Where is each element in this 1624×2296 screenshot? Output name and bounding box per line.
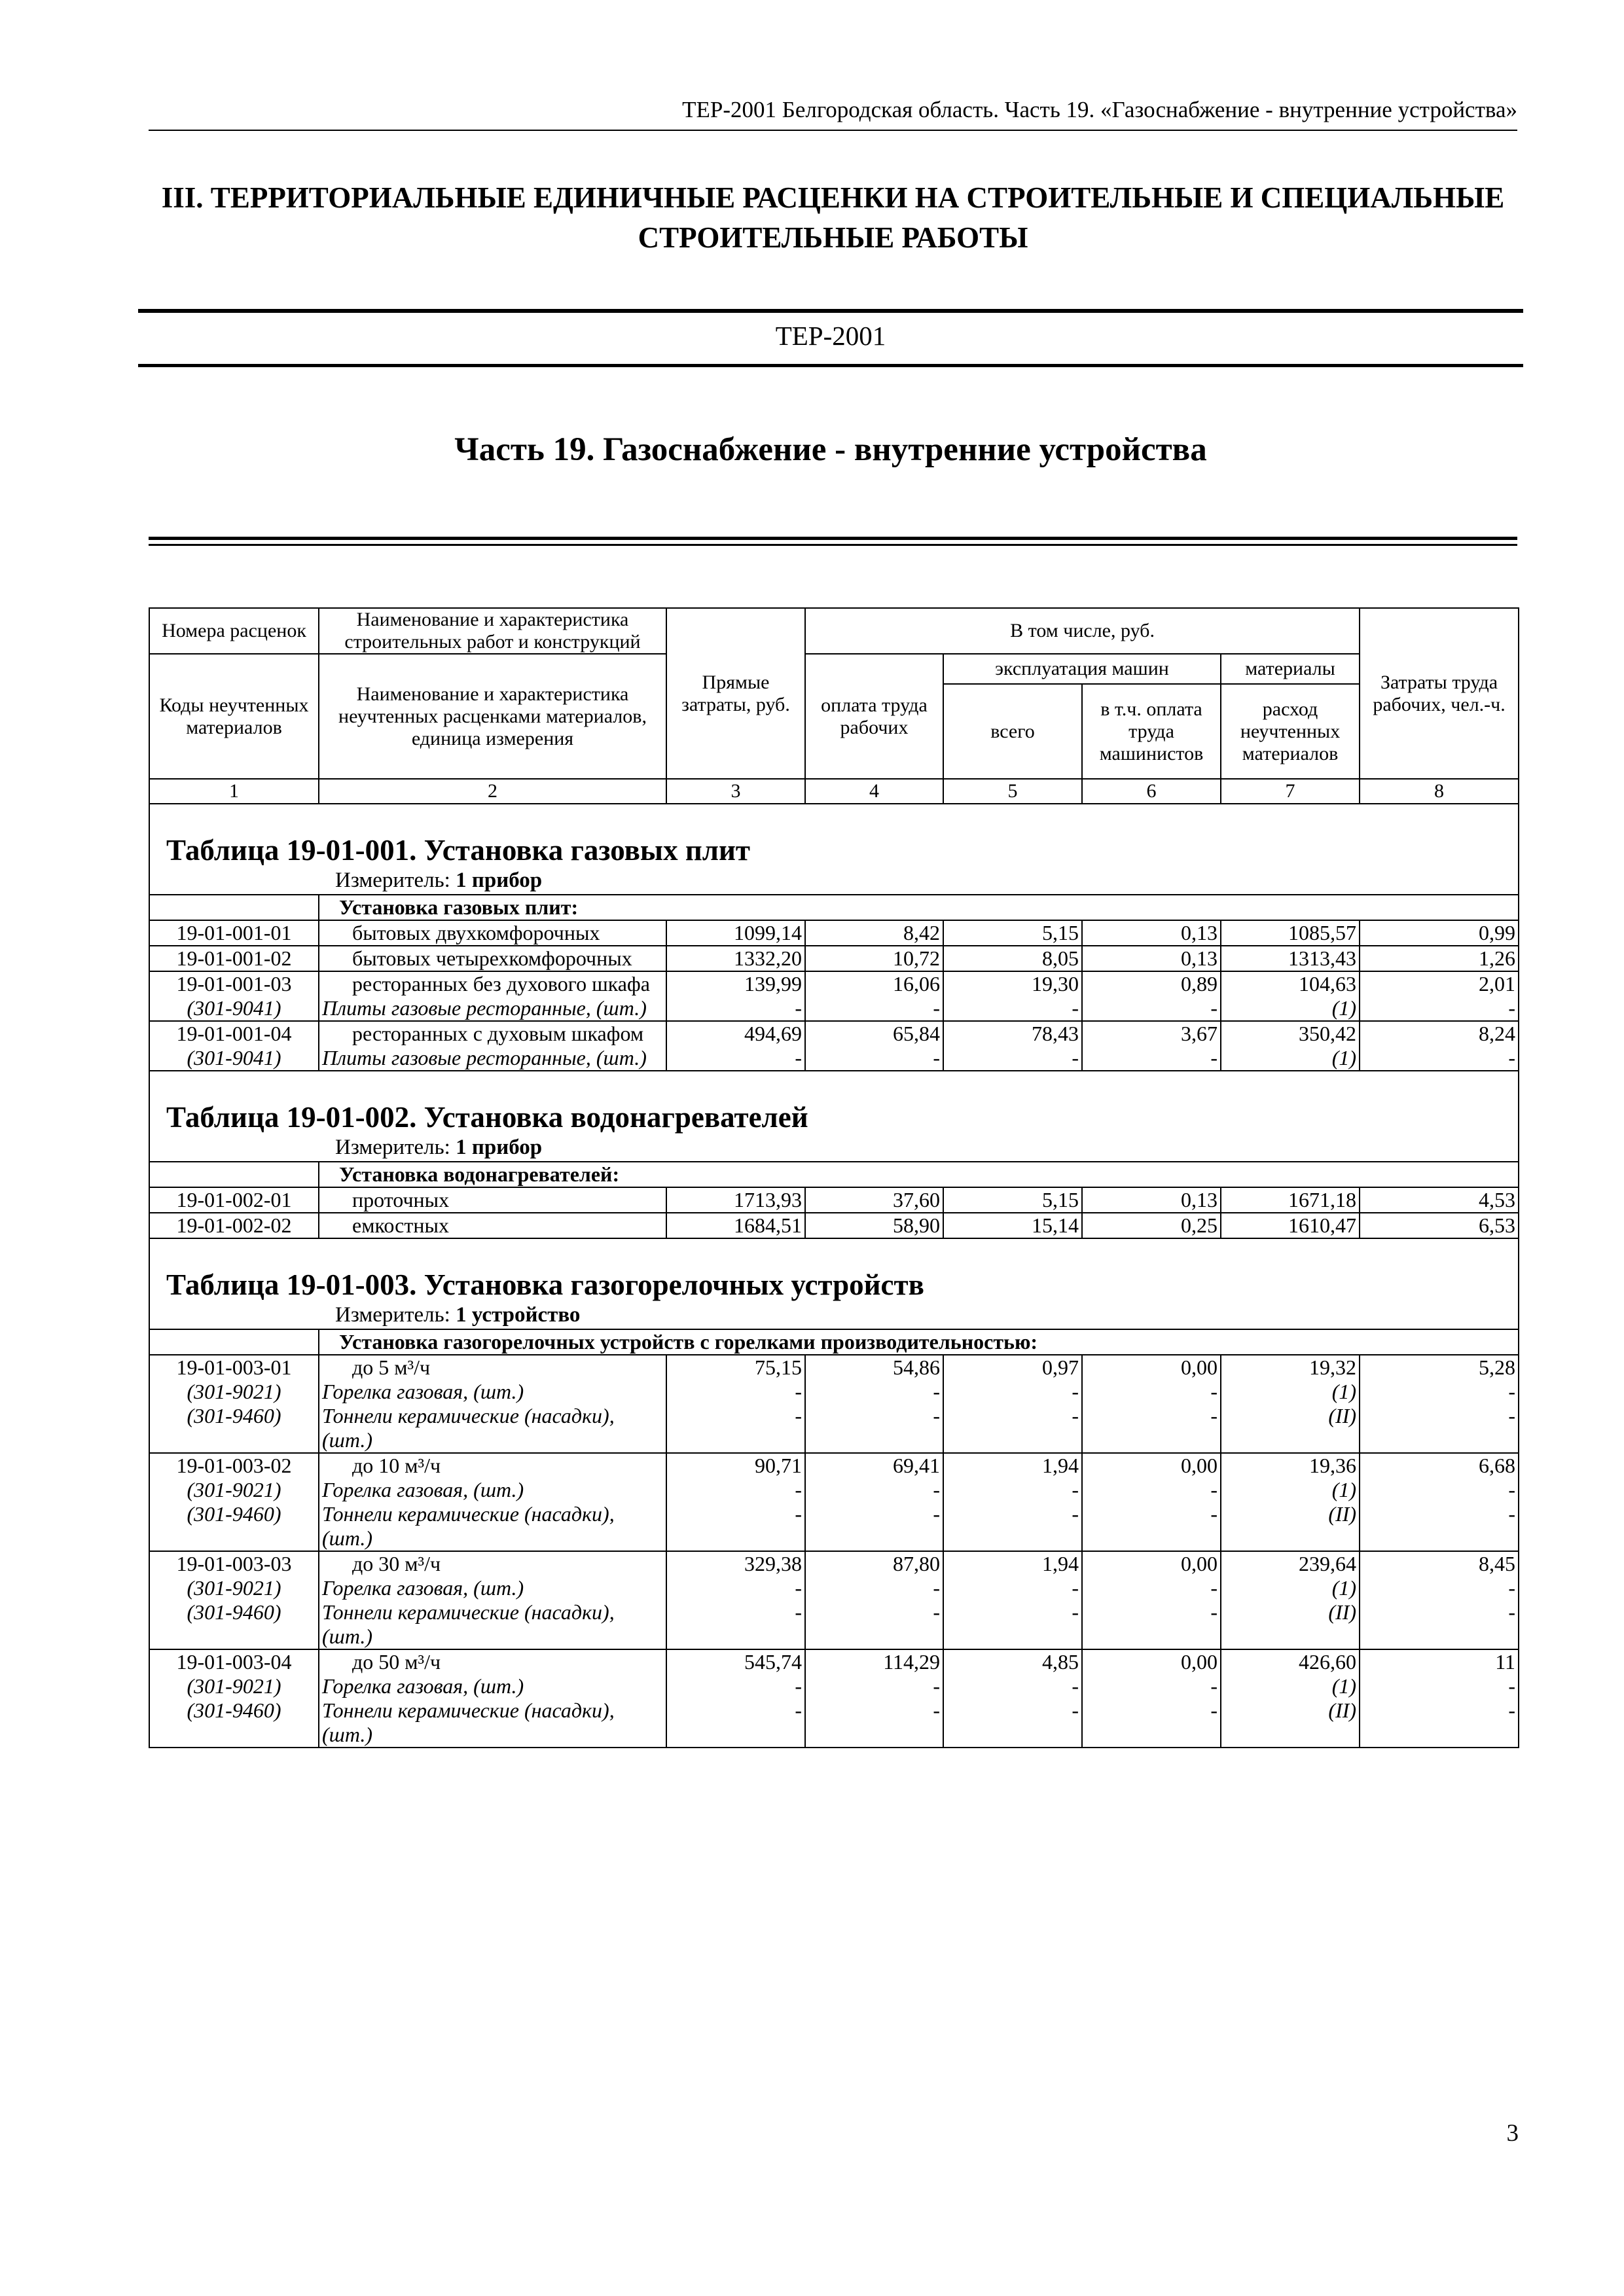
rate-operators: 0,00 — [1082, 1453, 1221, 1478]
rate-labor: 87,80 — [805, 1551, 943, 1576]
empty-dash: - — [666, 996, 805, 1021]
rate-direct: 1684,51 — [666, 1213, 805, 1238]
meter-value: 1 прибор — [456, 1136, 543, 1159]
rate-hours: 8,45 — [1360, 1551, 1519, 1576]
rate-materials: 19,32 — [1221, 1355, 1360, 1380]
rate-operators: 0,25 — [1082, 1213, 1221, 1238]
rate-direct: 329,38 — [666, 1551, 805, 1576]
rate-name: проточных — [319, 1187, 666, 1213]
rate-labor: 65,84 — [805, 1021, 943, 1046]
rate-materials: 239,64 — [1221, 1551, 1360, 1576]
empty-dash: - — [1360, 1600, 1519, 1649]
rate-operators: 0,13 — [1082, 1187, 1221, 1213]
table-title: Таблица 19-01-002. Установка водонагревателей — [149, 1071, 1519, 1134]
material-code: (301-9021) — [149, 1380, 319, 1404]
header-rate-numbers: Номера расценок — [149, 608, 319, 654]
empty-dash: - — [943, 1478, 1082, 1502]
header-including: В том числе, руб. — [805, 608, 1360, 654]
rate-code: 19-01-001-02 — [149, 946, 319, 971]
empty-dash: - — [943, 1698, 1082, 1748]
material-code: (301-9021) — [149, 1674, 319, 1698]
rate-code: 19-01-001-03 — [149, 971, 319, 996]
empty-dash: - — [666, 1502, 805, 1551]
empty-dash: - — [805, 1600, 943, 1649]
material-qty: (1) — [1221, 1576, 1360, 1600]
empty-dash: - — [805, 1576, 943, 1600]
empty-dash: - — [1360, 1404, 1519, 1453]
group-row — [149, 1329, 1519, 1355]
table-row — [149, 1187, 1519, 1213]
meter — [149, 1134, 1519, 1162]
material-name: Горелка газовая, (шт.) — [319, 1674, 666, 1698]
table-row — [149, 1649, 1519, 1674]
empty-dash: - — [1360, 1674, 1519, 1698]
material-row — [149, 1698, 1519, 1748]
column-number: 6 — [1082, 779, 1221, 804]
empty-dash: - — [943, 1046, 1082, 1071]
material-code: (301-9460) — [149, 1698, 319, 1748]
rate-hours: 6,53 — [1360, 1213, 1519, 1238]
material-qty: (1) — [1221, 1380, 1360, 1404]
ter-code: ТЕР-2001 — [775, 321, 886, 351]
rate-materials: 1313,43 — [1221, 946, 1360, 971]
rate-machines: 8,05 — [943, 946, 1082, 971]
rate-name: ресторанных без духового шкафа — [319, 971, 666, 996]
empty-dash: - — [1360, 1046, 1519, 1071]
rate-code: 19-01-001-01 — [149, 920, 319, 946]
rate-code: 19-01-001-04 — [149, 1021, 319, 1046]
material-name: Тоннели керамические (насадки), (шт.) — [319, 1404, 666, 1453]
rate-direct: 90,71 — [666, 1453, 805, 1478]
header-machines-total: всего — [943, 684, 1082, 779]
table-row — [149, 946, 1519, 971]
material-qty: (II) — [1221, 1600, 1360, 1649]
rate-name: бытовых двухкомфорочных — [319, 920, 666, 946]
material-row — [149, 1674, 1519, 1698]
material-qty: (II) — [1221, 1698, 1360, 1748]
column-number: 7 — [1221, 779, 1360, 804]
header-rule — [149, 130, 1517, 131]
empty-dash: - — [1082, 1380, 1221, 1404]
empty-dash: - — [1082, 1404, 1221, 1453]
empty-dash: - — [1360, 1478, 1519, 1502]
header-direct-costs: Прямые затраты, руб. — [666, 608, 805, 779]
column-number: 1 — [149, 779, 319, 804]
rate-labor: 16,06 — [805, 971, 943, 996]
material-name: Тоннели керамические (насадки), (шт.) — [319, 1698, 666, 1748]
meter-label: Измеритель: — [335, 869, 450, 892]
rate-code: 19-01-003-02 — [149, 1453, 319, 1478]
empty-dash: - — [1082, 1046, 1221, 1071]
column-number: 8 — [1360, 779, 1519, 804]
meter — [149, 867, 1519, 895]
material-qty: (1) — [1221, 1046, 1360, 1071]
empty-dash: - — [666, 1380, 805, 1404]
rate-hours: 11 — [1360, 1649, 1519, 1674]
table-title-row — [149, 1238, 1519, 1302]
group-row — [149, 895, 1519, 920]
part-title: Часть 19. Газоснабжение - внутренние устройства — [454, 431, 1207, 468]
empty-dash: - — [805, 1502, 943, 1551]
rate-machines: 4,85 — [943, 1649, 1082, 1674]
rate-operators: 3,67 — [1082, 1021, 1221, 1046]
rates-table-header — [149, 608, 1519, 804]
rate-hours: 5,28 — [1360, 1355, 1519, 1380]
rate-name: бытовых четырехкомфорочных — [319, 946, 666, 971]
material-row — [149, 1600, 1519, 1649]
rate-hours: 6,68 — [1360, 1453, 1519, 1478]
table-row — [149, 1213, 1519, 1238]
material-code: (301-9460) — [149, 1600, 319, 1649]
material-name: Горелка газовая, (шт.) — [319, 1380, 666, 1404]
meter-value: 1 прибор — [456, 869, 543, 892]
material-row — [149, 1046, 1519, 1071]
material-name: Горелка газовая, (шт.) — [319, 1478, 666, 1502]
empty-dash: - — [666, 1600, 805, 1649]
empty-dash: - — [1082, 1674, 1221, 1698]
rate-name: до 50 м³/ч — [319, 1649, 666, 1674]
rate-name: ресторанных с духовым шкафом — [319, 1021, 666, 1046]
table-title: Таблица 19-01-003. Установка газогорелочных устройств — [149, 1238, 1519, 1302]
empty-dash: - — [1360, 1698, 1519, 1748]
rate-machines: 5,15 — [943, 920, 1082, 946]
empty-dash: - — [1360, 1502, 1519, 1551]
rate-name: до 30 м³/ч — [319, 1551, 666, 1576]
group-heading: Установка газогорелочных устройств с горелками производительностью: — [319, 1329, 1519, 1355]
header-materials: материалы — [1221, 654, 1360, 684]
table-row — [149, 1551, 1519, 1576]
header-operators-pay: в т.ч. оплата труда машинистов — [1082, 684, 1221, 779]
rate-name: до 10 м³/ч — [319, 1453, 666, 1478]
material-row — [149, 1478, 1519, 1502]
column-number: 3 — [666, 779, 805, 804]
empty-dash: - — [666, 1046, 805, 1071]
rate-machines: 78,43 — [943, 1021, 1082, 1046]
material-name: Плиты газовые ресторанные, (шт.) — [319, 996, 666, 1021]
table-row — [149, 971, 1519, 996]
material-qty: (1) — [1221, 1478, 1360, 1502]
material-row — [149, 1380, 1519, 1404]
rate-machines: 19,30 — [943, 971, 1082, 996]
empty-dash: - — [943, 1502, 1082, 1551]
material-name: Плиты газовые ресторанные, (шт.) — [319, 1046, 666, 1071]
group-heading: Установка газовых плит: — [319, 895, 1519, 920]
rate-materials: 19,36 — [1221, 1453, 1360, 1478]
empty-dash: - — [1082, 996, 1221, 1021]
meter-label: Измеритель: — [335, 1136, 450, 1159]
section-title: III. ТЕРРИТОРИАЛЬНЫЕ ЕДИНИЧНЫЕ РАСЦЕНКИ НА СТРОИТЕЛЬНЫЕ И СПЕЦИАЛЬНЫЕ СТРОИТЕЛЬНЫЕ РАБОТЫ — [161, 181, 1505, 254]
table-row — [149, 1021, 1519, 1046]
rate-name: емкостных — [319, 1213, 666, 1238]
empty-dash: - — [666, 1576, 805, 1600]
rate-operators: 0,13 — [1082, 946, 1221, 971]
empty-dash: - — [666, 1404, 805, 1453]
empty-dash: - — [1082, 1600, 1221, 1649]
material-code: (301-9021) — [149, 1478, 319, 1502]
empty-dash: - — [943, 996, 1082, 1021]
rate-code: 19-01-003-04 — [149, 1649, 319, 1674]
rate-hours: 0,99 — [1360, 920, 1519, 946]
empty-dash: - — [666, 1478, 805, 1502]
empty-dash: - — [805, 996, 943, 1021]
rate-labor: 10,72 — [805, 946, 943, 971]
empty-dash: - — [943, 1674, 1082, 1698]
column-number: 5 — [943, 779, 1082, 804]
empty-dash: - — [805, 1478, 943, 1502]
header-labor-hours: Затраты труда рабочих, чел.-ч. — [1360, 608, 1519, 779]
rate-materials: 1610,47 — [1221, 1213, 1360, 1238]
header-machine-operation: эксплуатация машин — [943, 654, 1221, 684]
material-code: (301-9460) — [149, 1502, 319, 1551]
empty-dash: - — [1082, 1478, 1221, 1502]
rate-code: 19-01-003-03 — [149, 1551, 319, 1576]
rate-code: 19-01-002-01 — [149, 1187, 319, 1213]
material-qty: (1) — [1221, 996, 1360, 1021]
empty-dash: - — [943, 1576, 1082, 1600]
empty-dash: - — [1360, 1576, 1519, 1600]
rate-name: до 5 м³/ч — [319, 1355, 666, 1380]
rate-direct: 139,99 — [666, 971, 805, 996]
material-row — [149, 1576, 1519, 1600]
rate-direct: 1099,14 — [666, 920, 805, 946]
empty-dash: - — [805, 1380, 943, 1404]
rate-labor: 37,60 — [805, 1187, 943, 1213]
rate-hours: 4,53 — [1360, 1187, 1519, 1213]
empty-dash: - — [1082, 1576, 1221, 1600]
rate-machines: 15,14 — [943, 1213, 1082, 1238]
material-code: (301-9041) — [149, 1046, 319, 1071]
material-row — [149, 1404, 1519, 1453]
rates-table — [149, 607, 1519, 1748]
header-labor-pay: оплата труда рабочих — [805, 654, 943, 779]
header-work-name: Наименование и характеристика строительных работ и конструкций — [319, 608, 666, 654]
header-material-names: Наименование и характеристика неучтенных расценками материалов, единица измерения — [319, 654, 666, 779]
material-code: (301-9041) — [149, 996, 319, 1021]
material-code: (301-9460) — [149, 1404, 319, 1453]
rate-labor: 8,42 — [805, 920, 943, 946]
rate-hours: 8,24 — [1360, 1021, 1519, 1046]
empty-dash: - — [943, 1404, 1082, 1453]
rate-operators: 0,00 — [1082, 1355, 1221, 1380]
empty-dash: - — [943, 1600, 1082, 1649]
part-rule — [149, 537, 1517, 546]
rate-labor: 69,41 — [805, 1453, 943, 1478]
rate-machines: 0,97 — [943, 1355, 1082, 1380]
table-title: Таблица 19-01-001. Установка газовых плит — [149, 804, 1519, 867]
empty-dash: - — [666, 1698, 805, 1748]
empty-dash: - — [805, 1046, 943, 1071]
rate-direct: 75,15 — [666, 1355, 805, 1380]
empty-dash: - — [666, 1674, 805, 1698]
column-number: 2 — [319, 779, 666, 804]
table-title-row — [149, 1071, 1519, 1134]
rate-labor: 114,29 — [805, 1649, 943, 1674]
rate-hours: 1,26 — [1360, 946, 1519, 971]
empty-dash: - — [805, 1404, 943, 1453]
rate-operators: 0,00 — [1082, 1649, 1221, 1674]
empty-dash: - — [943, 1380, 1082, 1404]
rate-direct: 494,69 — [666, 1021, 805, 1046]
rate-materials: 104,63 — [1221, 971, 1360, 996]
material-qty: (1) — [1221, 1674, 1360, 1698]
group-heading: Установка водонагревателей: — [319, 1162, 1519, 1187]
meter-value: 1 устройство — [456, 1303, 581, 1327]
table-row — [149, 1355, 1519, 1380]
rate-materials: 426,60 — [1221, 1649, 1360, 1674]
rate-operators: 0,89 — [1082, 971, 1221, 996]
material-qty: (II) — [1221, 1502, 1360, 1551]
material-name: Тоннели керамические (насадки), (шт.) — [319, 1502, 666, 1551]
table-row — [149, 1453, 1519, 1478]
material-row — [149, 1502, 1519, 1551]
rates-table-body — [149, 804, 1519, 1748]
rate-machines: 1,94 — [943, 1551, 1082, 1576]
rate-code: 19-01-003-01 — [149, 1355, 319, 1380]
empty-dash: - — [1082, 1502, 1221, 1551]
running-header: ТЕР-2001 Белгородская область. Часть 19. «Газоснабжение - внутренние устройства» — [682, 97, 1517, 122]
rate-materials: 350,42 — [1221, 1021, 1360, 1046]
meter-row — [149, 867, 1519, 895]
rate-operators: 0,00 — [1082, 1551, 1221, 1576]
material-name: Горелка газовая, (шт.) — [319, 1576, 666, 1600]
material-qty: (II) — [1221, 1404, 1360, 1453]
page-number: 3 — [1506, 2120, 1519, 2147]
header-material-codes: Коды неучтенных материалов — [149, 654, 319, 779]
empty-dash: - — [1360, 1380, 1519, 1404]
rate-direct: 545,74 — [666, 1649, 805, 1674]
rate-labor: 54,86 — [805, 1355, 943, 1380]
meter — [149, 1302, 1519, 1329]
empty-dash: - — [1360, 996, 1519, 1021]
meter-label: Измеритель: — [335, 1303, 450, 1327]
meter-row — [149, 1134, 1519, 1162]
column-number: 4 — [805, 779, 943, 804]
rate-machines: 5,15 — [943, 1187, 1082, 1213]
table-row — [149, 920, 1519, 946]
rate-direct: 1713,93 — [666, 1187, 805, 1213]
rate-materials: 1085,57 — [1221, 920, 1360, 946]
rate-direct: 1332,20 — [666, 946, 805, 971]
rate-operators: 0,13 — [1082, 920, 1221, 946]
material-code: (301-9021) — [149, 1576, 319, 1600]
empty-dash: - — [1082, 1698, 1221, 1748]
header-materials-usage: расход неучтенных материалов — [1221, 684, 1360, 779]
rate-code: 19-01-002-02 — [149, 1213, 319, 1238]
meter-row — [149, 1302, 1519, 1329]
table-title-row — [149, 804, 1519, 867]
rate-materials: 1671,18 — [1221, 1187, 1360, 1213]
rate-hours: 2,01 — [1360, 971, 1519, 996]
material-name: Тоннели керамические (насадки), (шт.) — [319, 1600, 666, 1649]
group-row — [149, 1162, 1519, 1187]
rate-labor: 58,90 — [805, 1213, 943, 1238]
empty-dash: - — [805, 1674, 943, 1698]
material-row — [149, 996, 1519, 1021]
rate-machines: 1,94 — [943, 1453, 1082, 1478]
empty-dash: - — [805, 1698, 943, 1748]
